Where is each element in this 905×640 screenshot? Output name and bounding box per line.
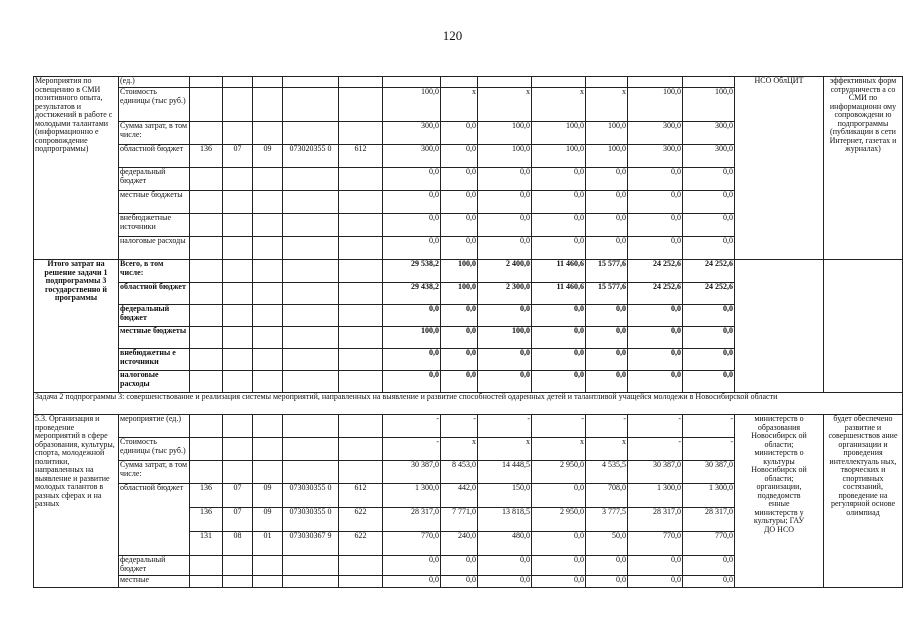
value-cell: 0,0 — [532, 576, 586, 588]
pr-cell: 09 — [253, 145, 283, 168]
csr-cell — [283, 191, 339, 214]
row-label: Сумма затрат, в том числе: — [119, 122, 190, 145]
row-label: Стоимость единицы (тыс руб.) — [119, 88, 190, 122]
gap-cell — [735, 77, 748, 260]
value-cell: 0,0 — [586, 168, 628, 191]
vr-cell — [339, 77, 383, 88]
budget-table — [33, 76, 903, 588]
value-cell: 0,0 — [383, 237, 441, 260]
executor: министерств о образования Новосибирск ой области; министерств о культуры Новосибирск ой области; организации, подведомств енные министерств у культуры; ГАУ ДО НСО — [748, 415, 811, 588]
vr-cell — [339, 191, 383, 214]
value-cell: 50,0 — [586, 532, 628, 556]
value-cell: 0,0 — [532, 214, 586, 237]
value-cell: 0,0 — [586, 349, 628, 371]
task2-heading: Задача 2 подпрограммы 3: совершенствование и реализация системы мероприятий, направленных на выявление и развитие способностей одаренных детей и талантливой учащейся молодежи в Новосибирской области — [34, 393, 903, 415]
row-label: Всего, в том числе: — [119, 260, 190, 283]
value-cell: 0,0 — [478, 305, 532, 327]
row-label: внебюджетны е источники — [119, 349, 190, 371]
row-label: внебюджетные источники — [119, 214, 190, 237]
value-cell: 300,0 — [683, 122, 735, 145]
value-cell: 0,0 — [478, 371, 532, 393]
value-cell: 300,0 — [383, 145, 441, 168]
value-cell: 100,0 — [441, 283, 478, 305]
pr-cell — [253, 214, 283, 237]
value-cell: 24 252,6 — [628, 283, 683, 305]
value-cell: 24 252,6 — [683, 260, 735, 283]
value-cell: 442,0 — [441, 484, 478, 508]
value-cell: 0,0 — [478, 576, 532, 588]
row-label: областной бюджет — [119, 145, 190, 168]
value-cell: 0,0 — [683, 168, 735, 191]
csr-cell: 073030367 9 — [283, 532, 339, 556]
value-cell: 100,0 — [532, 122, 586, 145]
value-cell: 0,0 — [441, 305, 478, 327]
value-cell — [383, 77, 441, 88]
rz-cell — [223, 88, 253, 122]
pr-cell: 09 — [253, 508, 283, 532]
pr-cell: 01 — [253, 532, 283, 556]
expected-result: будет обеспечено развитие и совершенствов ание организации и проведения интеллектуаль ных, творческих и спортивных состязаний, проведение на регулярной основе олимпиад — [824, 415, 903, 588]
value-cell: 8 453,0 — [441, 461, 478, 484]
value-cell: 0,0 — [441, 556, 478, 576]
vr-cell — [339, 88, 383, 122]
value-cell: 0,0 — [683, 191, 735, 214]
value-cell: 240,0 — [441, 532, 478, 556]
value-cell: 0,0 — [532, 327, 586, 349]
value-cell: 0,0 — [628, 214, 683, 237]
value-cell: - — [683, 415, 735, 438]
value-cell: 100,0 — [478, 327, 532, 349]
value-cell: - — [532, 415, 586, 438]
value-cell: 0,0 — [628, 327, 683, 349]
value-cell: 0,0 — [383, 576, 441, 588]
csr-cell — [283, 122, 339, 145]
rz-cell — [223, 122, 253, 145]
pr-cell: 09 — [253, 484, 283, 508]
grbs-cell: 131 — [190, 532, 223, 556]
value-cell: 300,0 — [383, 122, 441, 145]
value-cell: х — [586, 438, 628, 461]
event-name: 5.3. Организация и проведение мероприятий в сфере образования, культуры, спорта, молодежной политики, направленных на выявление и развитие молодых талантов в разных сферах и на разных — [34, 415, 119, 588]
value-cell: 2 400,0 — [478, 260, 532, 283]
row-label: Стоимость единицы (тыс руб.) — [119, 438, 190, 461]
value-cell: 11 460,6 — [532, 283, 586, 305]
value-cell: 0,0 — [441, 349, 478, 371]
value-cell: 15 577,6 — [586, 283, 628, 305]
pr-cell — [253, 77, 283, 88]
value-cell: 0,0 — [478, 237, 532, 260]
csr-cell: 073030355 0 — [283, 484, 339, 508]
value-cell: - — [628, 415, 683, 438]
value-cell: 11 460,6 — [532, 260, 586, 283]
value-cell: 0,0 — [383, 191, 441, 214]
value-cell: 0,0 — [586, 214, 628, 237]
csr-cell — [283, 214, 339, 237]
value-cell: 0,0 — [441, 122, 478, 145]
value-cell: 0,0 — [683, 556, 735, 576]
value-cell: 100,0 — [383, 88, 441, 122]
value-cell: 0,0 — [628, 191, 683, 214]
value-cell: 0,0 — [628, 305, 683, 327]
row-label: областной бюджет — [119, 283, 190, 305]
value-cell: 15 577,6 — [586, 260, 628, 283]
value-cell: - — [478, 415, 532, 438]
event-name: Мероприятия по освещению в СМИ позитивного опыта, результатов и достижений в работе с молодыми талантами (информационно е сопровождение подпрограммы) — [34, 77, 119, 260]
value-cell: 14 448,5 — [478, 461, 532, 484]
value-cell: 0,0 — [441, 145, 478, 168]
value-cell: 28 317,0 — [628, 508, 683, 532]
vr-cell: 622 — [339, 508, 383, 532]
value-cell: 0,0 — [628, 576, 683, 588]
value-cell: 0,0 — [586, 556, 628, 576]
value-cell: - — [628, 438, 683, 461]
vr-cell: 622 — [339, 532, 383, 556]
value-cell: 100,0 — [532, 145, 586, 168]
value-cell — [628, 77, 683, 88]
rz-cell — [223, 168, 253, 191]
value-cell: 0,0 — [383, 371, 441, 393]
pr-cell — [253, 237, 283, 260]
grbs-cell: 136 — [190, 484, 223, 508]
value-cell: 100,0 — [683, 88, 735, 122]
value-cell: - — [383, 438, 441, 461]
value-cell: 480,0 — [478, 532, 532, 556]
value-cell: 100,0 — [441, 260, 478, 283]
value-cell: 0,0 — [441, 191, 478, 214]
value-cell: 100,0 — [478, 122, 532, 145]
pr-cell — [253, 122, 283, 145]
value-cell — [441, 77, 478, 88]
value-cell: 3 777,5 — [586, 508, 628, 532]
value-cell: 0,0 — [683, 305, 735, 327]
value-cell: 0,0 — [383, 349, 441, 371]
value-cell: 100,0 — [383, 327, 441, 349]
vr-cell — [339, 168, 383, 191]
value-cell: 2 300,0 — [478, 283, 532, 305]
row-label: федеральный бюджет — [119, 556, 190, 576]
value-cell: 0,0 — [441, 327, 478, 349]
value-cell: 30 387,0 — [683, 461, 735, 484]
value-cell: 100,0 — [586, 122, 628, 145]
row-label: налоговые расходы — [119, 371, 190, 393]
value-cell: х — [478, 438, 532, 461]
value-cell: 7 771,0 — [441, 508, 478, 532]
value-cell: 29 538,2 — [383, 260, 441, 283]
row-label: мероприятие (ед.) — [119, 415, 190, 438]
value-cell: 0,0 — [532, 532, 586, 556]
value-cell: 0,0 — [383, 168, 441, 191]
value-cell: 770,0 — [683, 532, 735, 556]
value-cell: 300,0 — [683, 145, 735, 168]
rz-cell: 07 — [223, 145, 253, 168]
value-cell: 0,0 — [478, 168, 532, 191]
value-cell: 0,0 — [532, 168, 586, 191]
value-cell: 1 300,0 — [628, 484, 683, 508]
value-cell: 0,0 — [478, 556, 532, 576]
value-cell: 0,0 — [628, 237, 683, 260]
value-cell: - — [586, 415, 628, 438]
rz-cell: 08 — [223, 532, 253, 556]
value-cell: 2 950,0 — [532, 508, 586, 532]
value-cell: 2 950,0 — [532, 461, 586, 484]
value-cell: 0,0 — [532, 349, 586, 371]
value-cell: 0,0 — [586, 305, 628, 327]
grbs-cell — [190, 88, 223, 122]
value-cell: х — [441, 88, 478, 122]
grbs-cell: 136 — [190, 145, 223, 168]
value-cell: - — [441, 415, 478, 438]
executor: НСО ОблЦИТ — [748, 77, 811, 260]
value-cell — [532, 77, 586, 88]
row-label: федеральный бюджет — [119, 168, 190, 191]
value-cell: 0,0 — [532, 237, 586, 260]
value-cell: 0,0 — [586, 237, 628, 260]
value-cell: 0,0 — [683, 371, 735, 393]
value-cell: 24 252,6 — [628, 260, 683, 283]
value-cell: 770,0 — [383, 532, 441, 556]
vr-cell — [339, 122, 383, 145]
value-cell: х — [586, 88, 628, 122]
csr-cell — [283, 88, 339, 122]
csr-cell: 073020355 0 — [283, 145, 339, 168]
value-cell: 0,0 — [628, 168, 683, 191]
value-cell: 0,0 — [532, 191, 586, 214]
vr-cell — [339, 214, 383, 237]
value-cell: 0,0 — [683, 237, 735, 260]
grbs-cell — [190, 122, 223, 145]
row-label: местные — [119, 576, 190, 588]
rz-cell — [223, 237, 253, 260]
value-cell: - — [383, 415, 441, 438]
row-label: местные бюджеты — [119, 191, 190, 214]
value-cell: 0,0 — [628, 556, 683, 576]
value-cell: - — [683, 438, 735, 461]
value-cell: 0,0 — [532, 556, 586, 576]
rz-cell: 07 — [223, 508, 253, 532]
gap-cell — [811, 77, 824, 260]
grbs-cell — [190, 191, 223, 214]
value-cell: 0,0 — [628, 371, 683, 393]
vr-cell: 612 — [339, 145, 383, 168]
value-cell: 770,0 — [628, 532, 683, 556]
csr-cell: 073030355 0 — [283, 508, 339, 532]
value-cell: 0,0 — [532, 371, 586, 393]
value-cell: 100,0 — [586, 145, 628, 168]
expected-result: эффективных форм сотрудничеств а со СМИ по информационн ому сопровождени ю подпрограммы (публикации в сети Интернет, газетах и журналах) — [824, 77, 903, 260]
value-cell: 150,0 — [478, 484, 532, 508]
pr-cell — [253, 168, 283, 191]
value-cell: 100,0 — [628, 88, 683, 122]
value-cell: 1 300,0 — [683, 484, 735, 508]
value-cell: 300,0 — [628, 145, 683, 168]
value-cell: 0,0 — [441, 576, 478, 588]
row-label: местные бюджеты — [119, 327, 190, 349]
value-cell: 0,0 — [441, 237, 478, 260]
value-cell: х — [478, 88, 532, 122]
value-cell: 0,0 — [532, 484, 586, 508]
csr-cell — [283, 168, 339, 191]
rz-cell — [223, 214, 253, 237]
value-cell: 300,0 — [628, 122, 683, 145]
row-label: налоговые расходы — [119, 237, 190, 260]
value-cell: 30 387,0 — [383, 461, 441, 484]
value-cell: 0,0 — [586, 576, 628, 588]
value-cell: 24 252,6 — [683, 283, 735, 305]
pr-cell — [253, 191, 283, 214]
value-cell: х — [532, 88, 586, 122]
value-cell: 708,0 — [586, 484, 628, 508]
value-cell: 0,0 — [683, 327, 735, 349]
vr-cell — [339, 237, 383, 260]
value-cell: 0,0 — [683, 576, 735, 588]
value-cell: 13 818,5 — [478, 508, 532, 532]
grbs-cell: 136 — [190, 508, 223, 532]
total-title: Итого затрат на решение задачи 1 подпрограммы 3 государственно й программы — [34, 260, 119, 393]
value-cell: 0,0 — [586, 191, 628, 214]
value-cell: 29 438,2 — [383, 283, 441, 305]
value-cell: х — [532, 438, 586, 461]
page-number: 120 — [442, 28, 463, 43]
rz-cell — [223, 191, 253, 214]
value-cell: 4 535,5 — [586, 461, 628, 484]
value-cell: 0,0 — [683, 349, 735, 371]
grbs-cell — [190, 168, 223, 191]
csr-cell — [283, 77, 339, 88]
value-cell: 0,0 — [441, 371, 478, 393]
value-cell: 0,0 — [628, 349, 683, 371]
grbs-cell — [190, 214, 223, 237]
row-label: областной бюджет — [119, 484, 190, 556]
pr-cell — [253, 88, 283, 122]
value-cell: 100,0 — [478, 145, 532, 168]
value-cell: 0,0 — [383, 214, 441, 237]
value-cell — [478, 77, 532, 88]
vr-cell: 612 — [339, 484, 383, 508]
value-cell: 30 387,0 — [628, 461, 683, 484]
row-label: (ед.) — [119, 77, 190, 88]
value-cell: 0,0 — [586, 327, 628, 349]
value-cell: 1 300,0 — [383, 484, 441, 508]
value-cell: 0,0 — [441, 214, 478, 237]
value-cell: 28 317,0 — [683, 508, 735, 532]
row-label: Сумма затрат, в том числе: — [119, 461, 190, 484]
value-cell — [683, 77, 735, 88]
value-cell: 0,0 — [532, 305, 586, 327]
row-label: федеральный бюджет — [119, 305, 190, 327]
grbs-cell — [190, 237, 223, 260]
value-cell: 0,0 — [478, 349, 532, 371]
grbs-cell — [190, 77, 223, 88]
value-cell: 0,0 — [441, 168, 478, 191]
value-cell: 0,0 — [683, 214, 735, 237]
csr-cell — [283, 237, 339, 260]
value-cell: х — [441, 438, 478, 461]
value-cell: 0,0 — [383, 556, 441, 576]
value-cell: 0,0 — [478, 214, 532, 237]
value-cell — [586, 77, 628, 88]
value-cell: 0,0 — [478, 191, 532, 214]
rz-cell — [223, 77, 253, 88]
value-cell: 0,0 — [586, 371, 628, 393]
value-cell: 28 317,0 — [383, 508, 441, 532]
rz-cell: 07 — [223, 484, 253, 508]
value-cell: 0,0 — [383, 305, 441, 327]
